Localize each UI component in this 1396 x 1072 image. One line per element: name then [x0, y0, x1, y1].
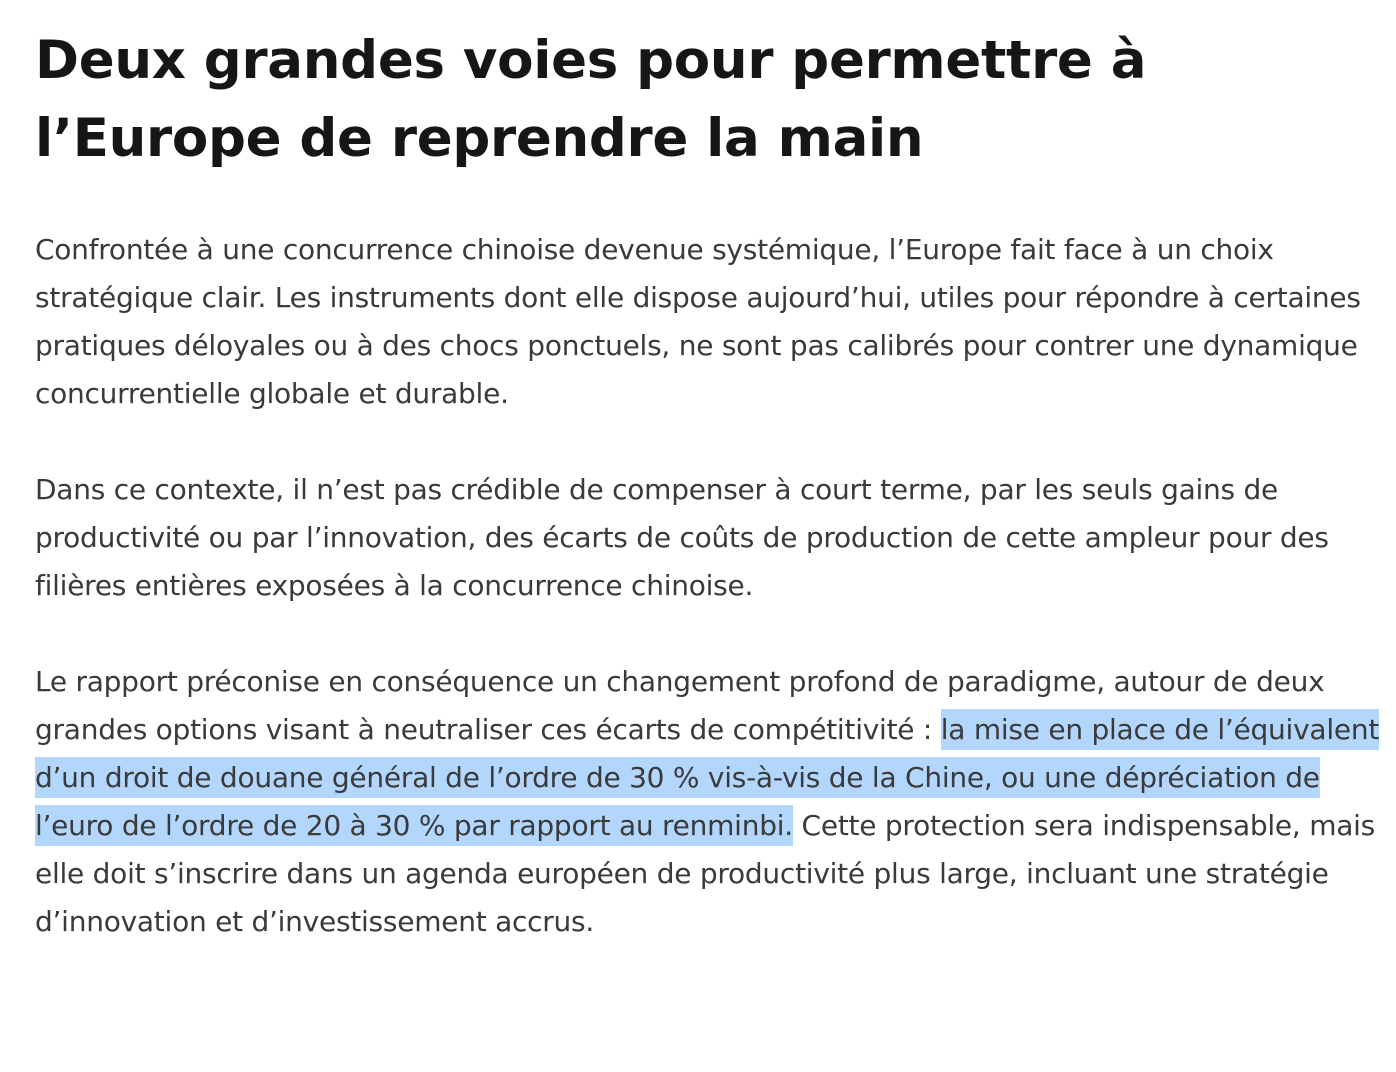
paragraph-1[interactable]: Confrontée à une concurrence chinoise devenue systémique, l’Europe fait face à un choix stratégique clair. Les instruments dont elle dispose aujourd’hui, utiles pour répondre à certaines pratiques déloyales ou à des chocs ponctuels, ne sont pas calibrés pour contrer une dynamique concurrentielle globale et durable.: [35, 233, 1361, 410]
paragraph-3[interactable]: [35, 658, 1396, 946]
paragraph-3-text-after[interactable]: Cette protection sera indispensable, mais elle doit s’inscrire dans un agenda européen de productivité plus large, incluant une stratégie d’innovation et d’investissement accrus.: [35, 809, 1376, 938]
selected-text-highlight[interactable]: la mise en place de l’équivalent d’un droit de douane général de l’ordre de 30 % vis-à-vis de la Chine, ou une dépréciation de l’euro de l’ordre de 20 à 30 % par rapport au renminbi.: [35, 709, 1379, 846]
paragraph-2[interactable]: Dans ce contexte, il n’est pas crédible de compenser à court terme, par les seuls gains de productivité ou par l’innovation, des écarts de coûts de production de cette ampleur pour des filières entières exposées à la concurrence chinoise.: [35, 473, 1329, 602]
article: [35, 22, 1396, 946]
article-title: Deux grandes voies pour permettre à l’Europe de reprendre la main: [35, 30, 1147, 169]
paragraph-3-text-before[interactable]: Le rapport préconise en conséquence un changement profond de paradigme, autour de deux grandes options visant à neutraliser ces écarts de compétitivité :: [35, 665, 1325, 746]
